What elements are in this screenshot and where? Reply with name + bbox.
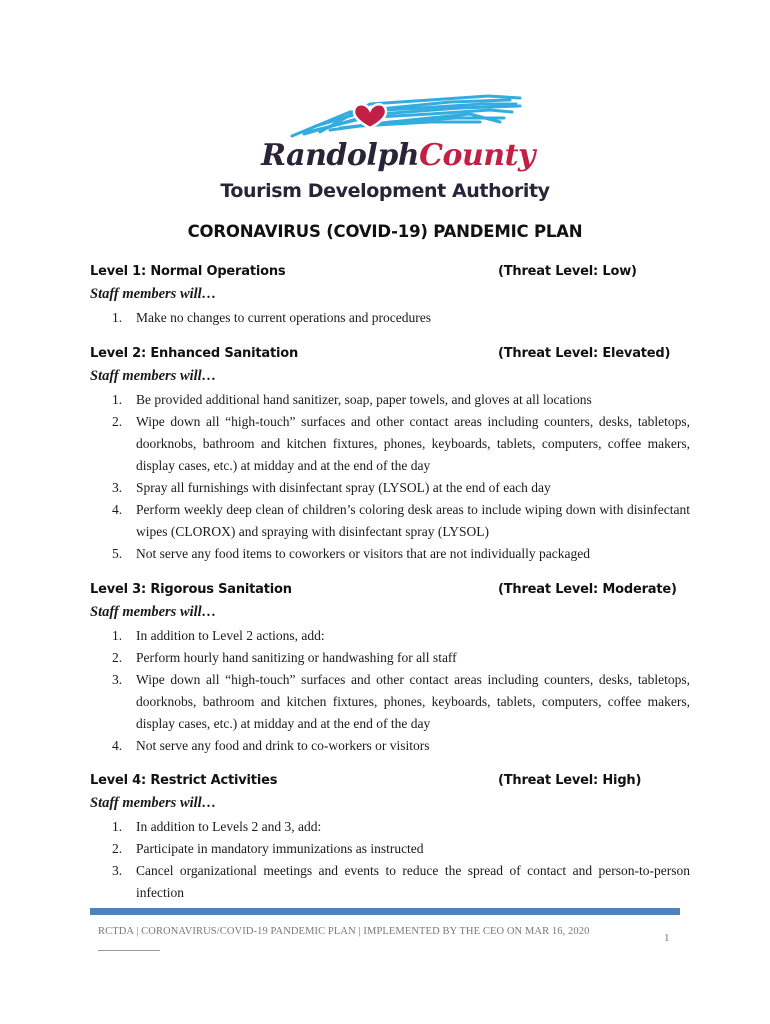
list-item [90,860,690,904]
list-item [90,543,690,565]
list-item-text: In addition to Level 2 actions, add: [136,628,325,643]
threat-level: (Threat Level: Moderate) [498,582,677,597]
section-heading [90,582,690,602]
list-item [90,477,690,499]
list-item-text: Cancel organizational meetings and events to reduce the spread of contact and person-to-person infection [136,863,690,900]
list-item-text: Make no changes to current operations and procedures [136,310,432,325]
list-item-text: Wipe down all “high-touch” surfaces and other contact areas including counters, desks, tabletops, doorknobs, bathroom and kitchen fixtures, phones, keyboards, tablets, computers, coffee makers, display cases, etc.) at midday and at the end of the day [136,672,690,731]
threat-level: (Threat Level: Elevated) [498,346,671,361]
staff-members-label: Staff members will… [90,286,217,302]
threat-level: (Threat Level: High) [498,773,642,788]
section-level-4 [90,773,690,904]
level-title: Level 1: Normal Operations [90,264,286,279]
list-item-number: 1. [112,310,123,325]
list-item [90,735,690,757]
threat-level: (Threat Level: Low) [498,264,637,279]
footer-text: RCTDA | CORONAVIRUS/COVID-19 PANDEMIC PLAN | IMPLEMENTED BY THE CEO ON MAR 16, 2020 [98,926,590,937]
list-item-text: Not serve any food items to coworkers or visitors that are not individually packaged [136,546,591,561]
list-item [90,389,690,411]
list-item [90,625,690,647]
logo-script-title: RandolphCounty [261,138,535,173]
document-title: CORONAVIRUS (COVID-19) PANDEMIC PLAN [187,222,583,241]
list-item-number: 1. [112,628,123,643]
logo-subtitle: Tourism Development Authority [220,180,550,202]
list-item [90,816,690,838]
list-item [90,647,690,669]
staff-members-label: Staff members will… [90,795,217,811]
section-level-3 [90,582,690,757]
list-item [90,499,690,543]
list-item [90,669,690,735]
staff-members-label: Staff members will… [90,604,217,620]
list-item-number: 2. [112,414,123,429]
action-list [90,389,690,565]
action-list [90,816,690,904]
section-level-1 [90,264,690,329]
list-item-number: 5. [112,546,123,561]
section-heading [90,264,690,284]
organization-logo [220,92,550,222]
list-item [90,411,690,477]
list-item-number: 4. [112,502,123,517]
list-item-number: 2. [112,650,123,665]
list-item-text: Perform hourly hand sanitizing or handwashing for all staff [136,650,457,665]
list-item-text: Spray all furnishings with disinfectant spray (LYSOL) at the end of each day [136,480,551,495]
section-heading [90,773,690,793]
list-item-text: Perform weekly deep clean of children’s coloring desk areas to include wiping down with disinfectant wipes (CLOROX) and spraying with disinfectant spray (LYSOL) [136,502,690,539]
list-item-number: 3. [112,480,123,495]
list-item-text: In addition to Levels 2 and 3, add: [136,819,322,834]
section-level-2 [90,346,690,565]
level-title: Level 3: Rigorous Sanitation [90,582,292,597]
list-item-number: 2. [112,841,123,856]
footer-rule [98,950,160,951]
action-list [90,625,690,757]
list-item-text: Participate in mandatory immunizations as instructed [136,841,424,856]
list-item-number: 3. [112,672,123,687]
page-number: 1 [664,932,670,944]
list-item-number: 1. [112,392,123,407]
staff-members-label: Staff members will… [90,368,217,384]
list-item-number: 4. [112,738,123,753]
list-item-text: Wipe down all “high-touch” surfaces and other contact areas including counters, desks, tabletops, doorknobs, bathroom and kitchen fixtures, phones, keyboards, tablets, computers, coffee makers, display cases, etc.) at midday and at the end of the day [136,414,690,473]
list-item-text: Be provided additional hand sanitizer, soap, paper towels, and gloves at all locations [136,392,592,407]
level-title: Level 4: Restrict Activities [90,773,278,788]
list-item-text: Not serve any food and drink to co-workers or visitors [136,738,430,753]
list-item [90,838,690,860]
list-item [90,307,690,329]
action-list [90,307,690,329]
level-title: Level 2: Enhanced Sanitation [90,346,299,361]
list-item-number: 3. [112,863,123,878]
section-heading [90,346,690,366]
footer-bar [90,908,680,915]
list-item-number: 1. [112,819,123,834]
